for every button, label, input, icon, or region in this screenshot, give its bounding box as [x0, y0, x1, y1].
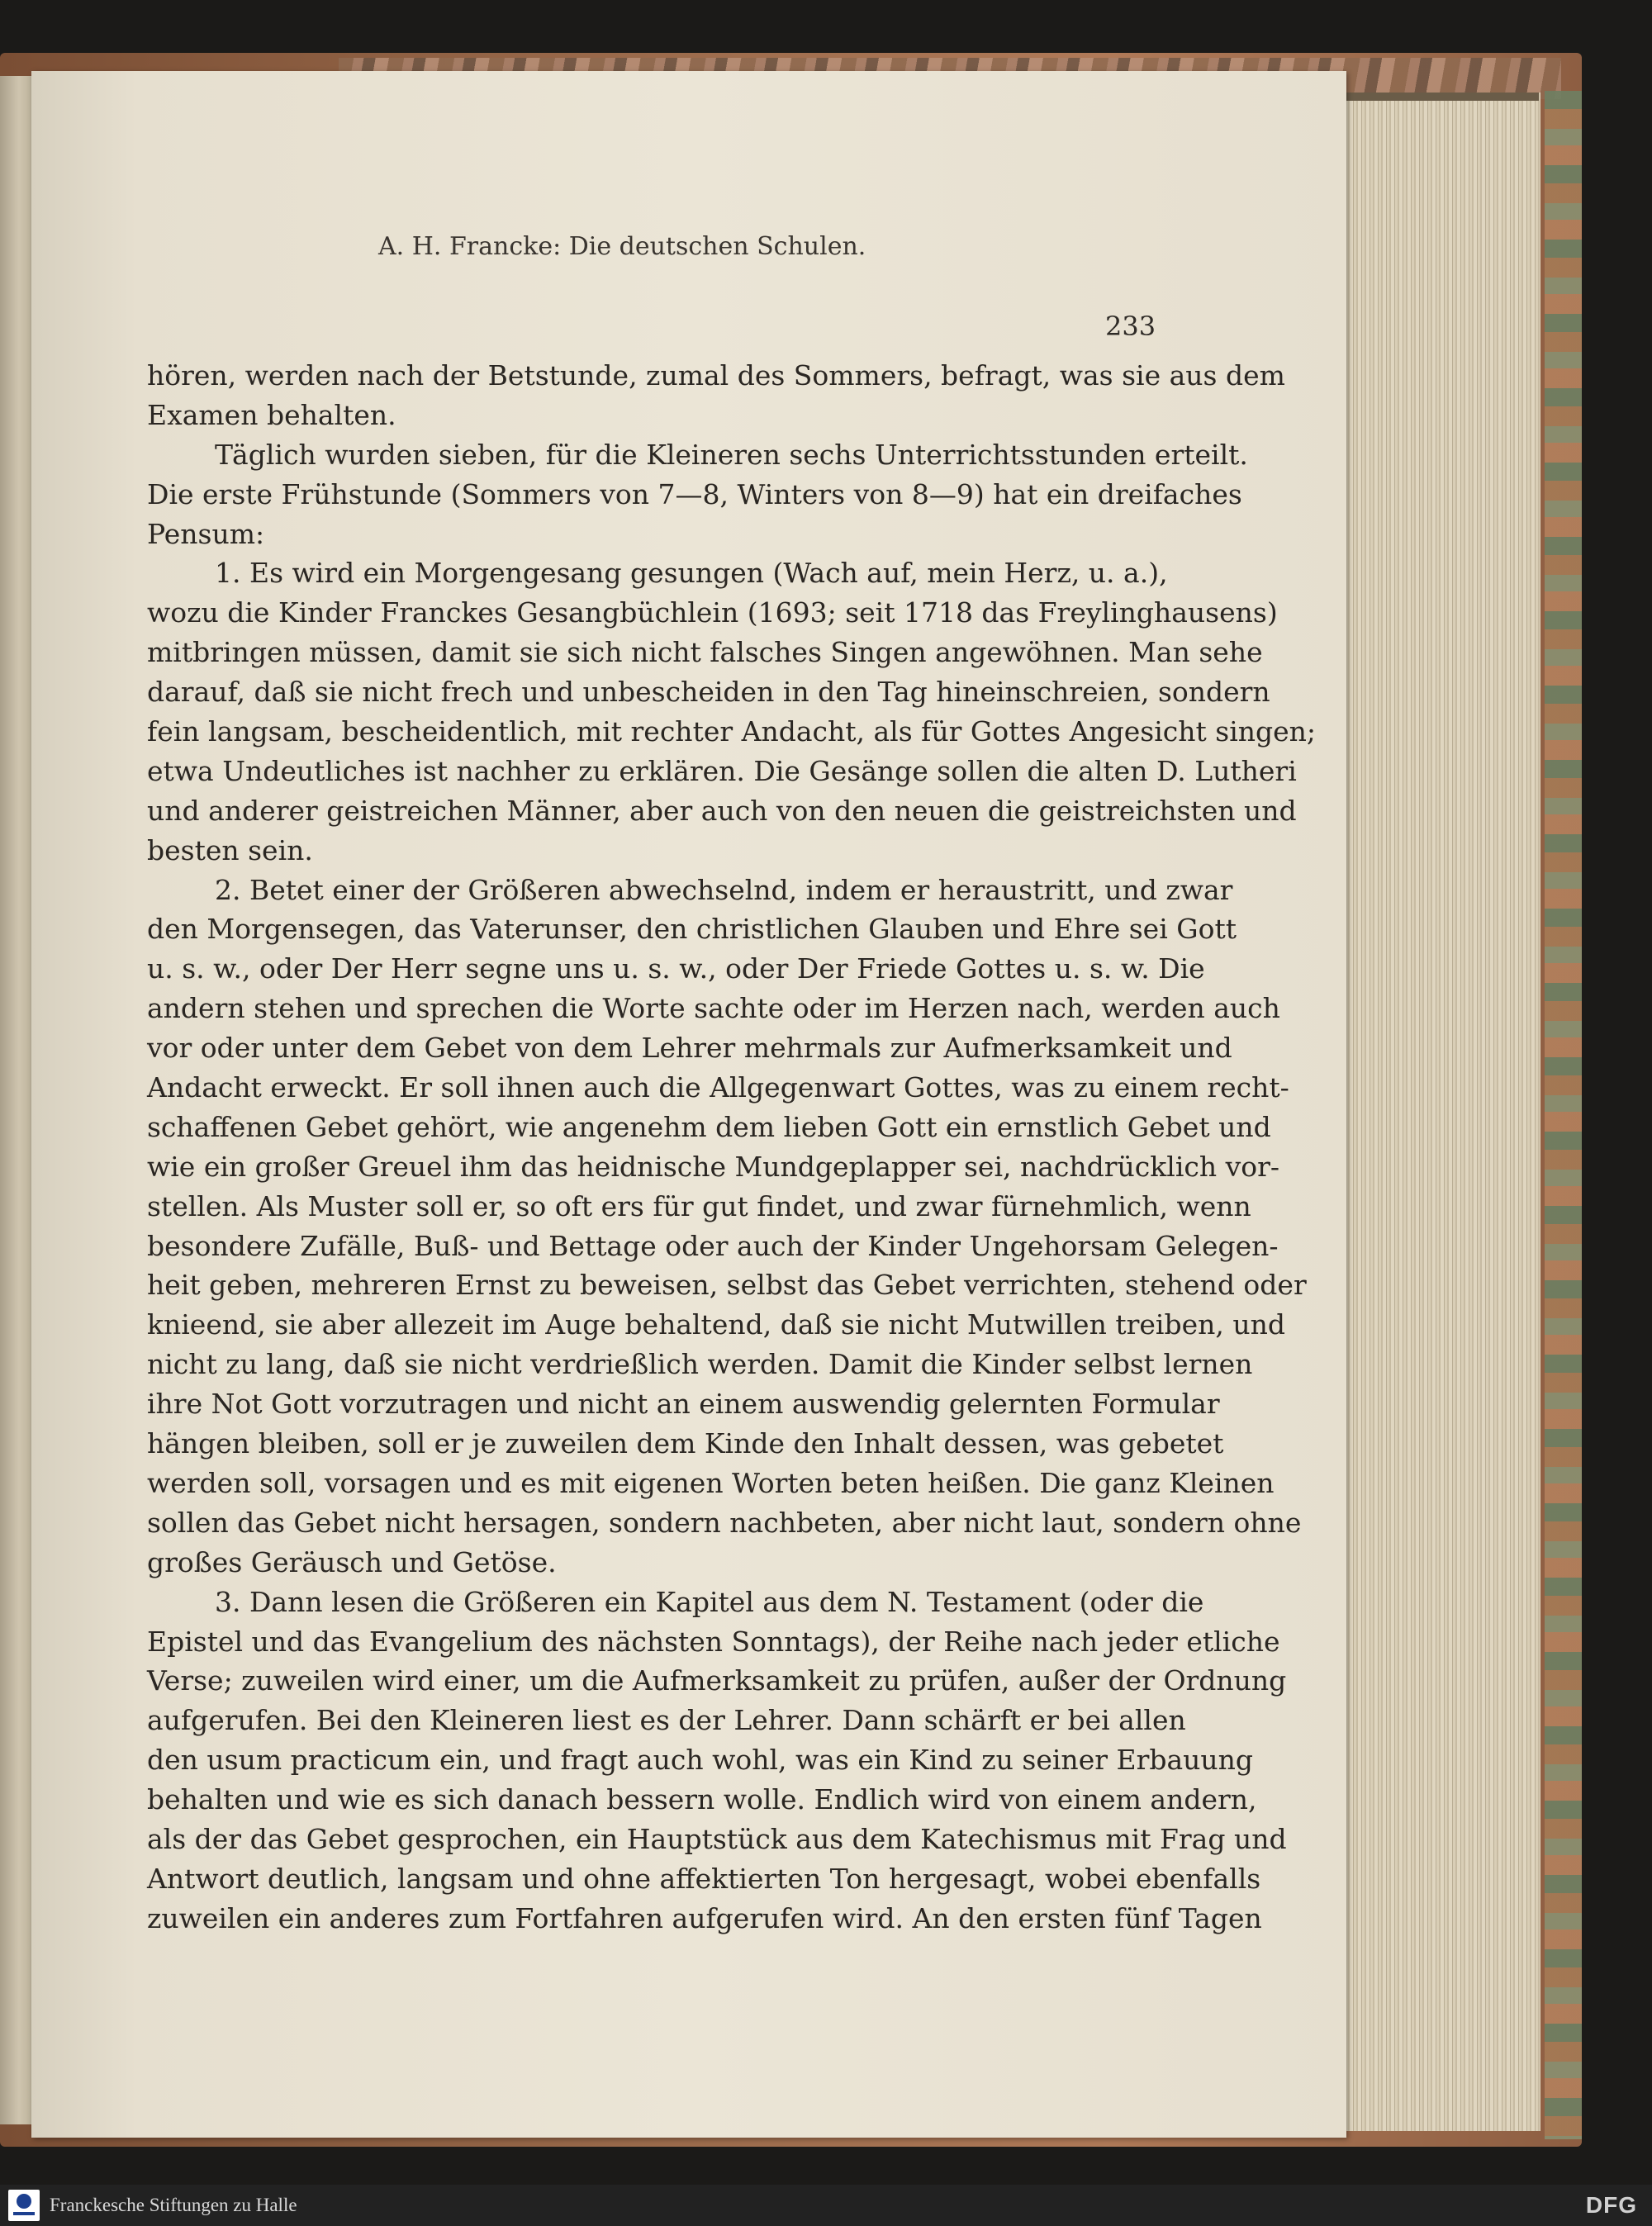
text-line: Pensum: — [147, 517, 265, 550]
text-line: den Morgensegen, das Vaterunser, den christlichen Glauben und Ehre sei Gott — [147, 913, 1237, 946]
text-line: wozu die Kinder Franckes Gesangbüchlein (1693; seit 1718 das Freylinghausens) — [147, 596, 1278, 629]
text-line: andern stehen und sprechen die Worte sachte oder im Herzen nach, werden auch — [147, 992, 1280, 1025]
text-line: werden soll, vorsagen und es mit eigenen Worten beten heißen. Die ganz Kleinen — [147, 1466, 1275, 1499]
text-line: etwa Undeutliches ist nachher zu erklären. Die Gesänge sollen die alten D. Lutheri — [147, 754, 1297, 787]
text-line: Verse; zuweilen wird einer, um die Aufmerksamkeit zu prüfen, außer der Ordnung — [147, 1664, 1287, 1697]
text-line: hängen bleiben, soll er je zuweilen dem Kinde den Inhalt dessen, was gebetet — [147, 1427, 1224, 1460]
text-line: Antwort deutlich, langsam und ohne affektierten Ton hergesagt, wobei ebenfalls — [147, 1862, 1261, 1895]
institution-name: Franckesche Stiftungen zu Halle — [50, 2195, 297, 2215]
text-line: hören, werden nach der Betstunde, zumal des Sommers, befragt, was sie aus dem — [147, 359, 1285, 392]
text-line: zuweilen ein anderes zum Fortfahren aufgerufen wird. An den ersten fünf Tagen — [147, 1901, 1262, 1934]
text-line: vor oder unter dem Gebet von dem Lehrer mehrmals zur Aufmerksamkeit und — [147, 1032, 1232, 1065]
text-line: wie ein großer Greuel ihm das heidnische Mundgeplapper sei, nachdrücklich vor- — [147, 1150, 1280, 1183]
text-line: als der das Gebet gesprochen, ein Hauptstück aus dem Katechismus mit Frag und — [147, 1822, 1287, 1855]
text-line: darauf, daß sie nicht frech und unbescheiden in den Tag hineinschreien, sondern — [147, 676, 1270, 709]
text-line: schaffenen Gebet gehört, wie angenehm dem lieben Gott ein ernstlich Gebet und — [147, 1110, 1271, 1143]
text-line: mitbringen müssen, damit sie sich nicht falsches Singen angewöhnen. Man sehe — [147, 636, 1263, 669]
text-line: 3. Dann lesen die Größeren ein Kapitel aus dem N. Testament (oder die — [215, 1585, 1204, 1618]
book-page — [31, 71, 1346, 2138]
text-line: sollen das Gebet nicht hersagen, sondern nachbeten, aber nicht laut, sondern ohne — [147, 1506, 1302, 1539]
text-line: knieend, sie aber allezeit im Auge behaltend, daß sie nicht Mutwillen treiben, und — [147, 1308, 1285, 1341]
text-line: großes Geräusch und Getöse. — [147, 1545, 557, 1578]
text-line: den usum practicum ein, und fragt auch wohl, was ein Kind zu seiner Erbauung — [147, 1744, 1254, 1777]
text-line: Epistel und das Evangelium des nächsten Sonntags), der Reihe nach jeder etliche — [147, 1625, 1280, 1658]
text-line: Täglich wurden sieben, für die Kleineren sechs Unterrichtsstunden erteilt. — [215, 438, 1248, 471]
cover-marbled-edge-right — [1545, 91, 1582, 2139]
text-line: besondere Zufälle, Buß- und Bettage oder auch der Kinder Ungehorsam Gelegen- — [147, 1229, 1279, 1262]
text-line: 2. Betet einer der Größeren abwechselnd, indem er heraustritt, und zwar — [215, 873, 1233, 906]
text-line: stellen. Als Muster soll er, so oft ers für gut findet, und zwar fürnehmlich, wenn — [147, 1189, 1251, 1222]
text-line: nicht zu lang, daß sie nicht verdrießlich werden. Damit die Kinder selbst lernen — [147, 1348, 1253, 1381]
text-line: aufgerufen. Bei den Kleineren liest es der Lehrer. Dann schärft er bei allen — [147, 1704, 1186, 1737]
text-line: Examen behalten. — [147, 398, 396, 431]
text-line: heit geben, mehreren Ernst zu beweisen, selbst das Gebet verrichten, stehend oder — [147, 1269, 1307, 1302]
text-line: behalten und wie es sich danach bessern wolle. Endlich wird von einem andern, — [147, 1783, 1257, 1816]
institution-logo-icon — [8, 2190, 40, 2221]
text-line: Andacht erweckt. Er soll ihnen auch die Allgegenwart Gottes, was zu einem recht- — [147, 1071, 1289, 1104]
footer-bar — [0, 2185, 1652, 2226]
text-line: fein langsam, bescheidentlich, mit rechter Andacht, als für Gottes Angesicht singen; — [147, 715, 1317, 748]
text-line: ihre Not Gott vorzutragen und nicht an einem auswendig gelernten Formular — [147, 1388, 1220, 1421]
page-stack-shadow — [1344, 93, 1539, 101]
page-stack-edges — [1344, 93, 1540, 2131]
text-line: und anderer geistreichen Männer, aber auch von den neuen die geistreichsten und — [147, 794, 1297, 827]
dfg-logo: DFG — [1585, 2192, 1637, 2218]
running-head: A. H. Francke: Die deutschen Schulen. — [378, 232, 866, 261]
body-text — [147, 356, 1317, 1939]
previous-page-edge — [0, 76, 31, 2124]
text-line: u. s. w., oder Der Herr segne uns u. s. w., oder Der Friede Gottes u. s. w. Die — [147, 952, 1205, 985]
text-line: 1. Es wird ein Morgengesang gesungen (Wach auf, mein Herz, u. a.), — [215, 557, 1168, 590]
page-number: 233 — [1105, 311, 1156, 342]
text-line: Die erste Frühstunde (Sommers von 7—8, Winters von 8—9) hat ein dreifaches — [147, 477, 1242, 510]
text-line: besten sein. — [147, 833, 313, 866]
